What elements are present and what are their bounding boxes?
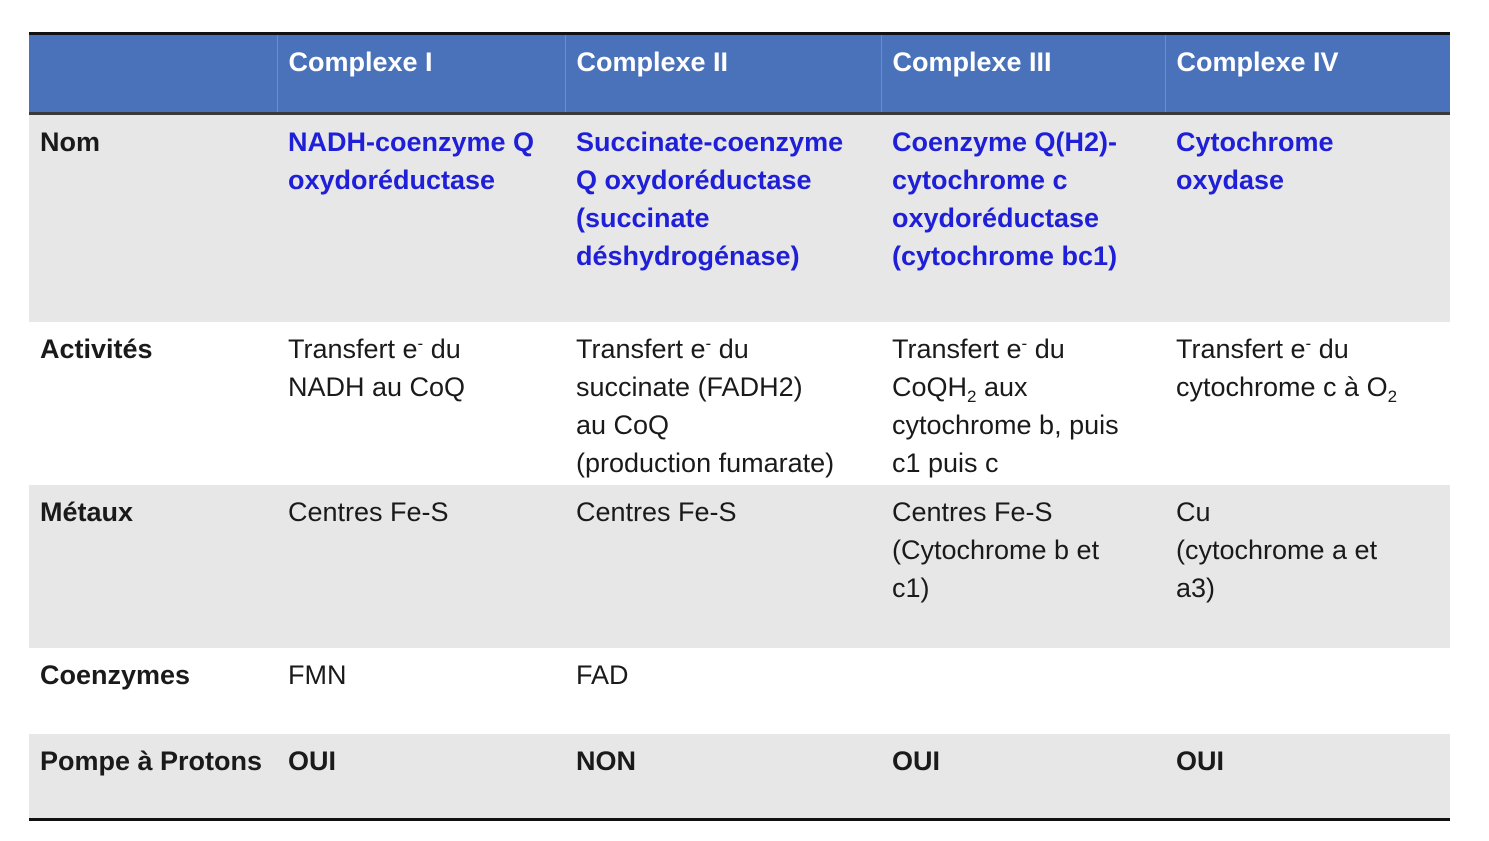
activites-c3-line: c1 puis c: [892, 447, 999, 478]
nom-c2-line: Succinate-coenzyme: [576, 127, 844, 157]
row-label-coenzymes: Coenzymes: [29, 648, 277, 734]
nom-c2-line: Q oxydoréductase: [576, 165, 812, 195]
activites-c3-line: [892, 368, 1155, 406]
metaux-complexe-1: [277, 485, 565, 648]
electron-superscript: -: [417, 333, 424, 353]
metaux-complexe-2: [565, 485, 881, 648]
table-row-activites: [29, 322, 1450, 485]
header-complexe-4: Complexe IV: [1165, 34, 1450, 114]
nom-complexe-4: [1165, 114, 1450, 322]
metaux-c2-line: Centres Fe-S: [576, 496, 737, 527]
metaux-c3-line: Centres Fe-S: [892, 496, 1053, 527]
metaux-c4-line: Cu: [1176, 496, 1211, 527]
activites-complexe-1: [277, 322, 565, 485]
activites-c3-line: cytochrome b, puis: [892, 409, 1119, 440]
activites-c1-line: NADH au CoQ: [288, 371, 466, 402]
metaux-c3-line: c1): [892, 572, 930, 603]
nom-c3-line: oxydoréductase: [892, 203, 1100, 233]
nom-c2-line: déshydrogénase): [576, 241, 800, 271]
table-row-coenzymes: [29, 648, 1450, 734]
pompe-complexe-2: NON: [565, 734, 881, 820]
table-row-nom: [29, 114, 1450, 322]
nom-complexe-1: [277, 114, 565, 322]
text-part: Transfert e: [892, 333, 1022, 364]
coenzymes-complexe-4: [1165, 648, 1450, 734]
table-row-metaux: [29, 485, 1450, 648]
text-part: du: [1027, 333, 1065, 364]
nom-c3-line: (cytochrome bc1): [892, 241, 1118, 271]
pompe-complexe-3: OUI: [881, 734, 1165, 820]
activites-c2-line: [576, 330, 871, 368]
nom-complexe-2: [565, 114, 881, 322]
row-label-pompe: Pompe à Protons: [29, 734, 277, 820]
header-complexe-2: Complexe II: [565, 34, 881, 114]
header-blank-cell: [29, 34, 277, 114]
nom-c3-line: cytochrome c: [892, 165, 1068, 195]
row-label-metaux: Métaux: [29, 485, 277, 648]
row-label-nom: Nom: [29, 114, 277, 322]
nom-complexe-3: [881, 114, 1165, 322]
electron-superscript: -: [1021, 333, 1028, 353]
complexes-table-container: [29, 32, 1450, 821]
header-complexe-1: Complexe I: [277, 34, 565, 114]
activites-c2-line: au CoQ: [576, 409, 670, 440]
subscript: 2: [967, 386, 977, 406]
electron-superscript: -: [705, 333, 712, 353]
activites-complexe-2: [565, 322, 881, 485]
row-label-activites: Activités: [29, 322, 277, 485]
text-part: cytochrome c à O: [1176, 371, 1388, 402]
coenzymes-complexe-1: FMN: [277, 648, 565, 734]
respiratory-complexes-table: [29, 32, 1450, 821]
metaux-complexe-3: [881, 485, 1165, 648]
metaux-c1-line: Centres Fe-S: [288, 496, 449, 527]
nom-c1-line: oxydoréductase: [288, 165, 496, 195]
activites-c2-line: succinate (FADH2): [576, 371, 803, 402]
subscript: 2: [1387, 386, 1398, 406]
nom-c3-line: Coenzyme Q(H2)-: [892, 127, 1118, 157]
coenzymes-complexe-3: [881, 648, 1165, 734]
coenzymes-complexe-2: FAD: [565, 648, 881, 734]
metaux-complexe-4: [1165, 485, 1450, 648]
text-part: du: [423, 333, 461, 364]
electron-superscript: -: [1305, 333, 1312, 353]
text-part: Transfert e: [576, 333, 706, 364]
activites-complexe-4: [1165, 322, 1450, 485]
table-header-row: [29, 34, 1450, 114]
pompe-complexe-4: OUI: [1165, 734, 1450, 820]
nom-c2-line: (succinate: [576, 203, 710, 233]
activites-c4-line: [1176, 330, 1440, 368]
metaux-c4-line: (cytochrome a et: [1176, 534, 1378, 565]
text-part: du: [1311, 333, 1349, 364]
text-part: Transfert e: [1176, 333, 1306, 364]
text-part: du: [711, 333, 749, 364]
nom-c4-line: oxydase: [1176, 165, 1285, 195]
metaux-c4-line: a3): [1176, 572, 1216, 603]
metaux-c3-line: (Cytochrome b et: [892, 534, 1100, 565]
activites-c2-line: (production fumarate): [576, 447, 835, 478]
pompe-complexe-1: OUI: [277, 734, 565, 820]
activites-complexe-3: [881, 322, 1165, 485]
activites-c1-line: [288, 330, 555, 368]
text-part: CoQH: [892, 371, 968, 402]
nom-c1-line: NADH-coenzyme Q: [288, 127, 535, 157]
activites-c4-line: [1176, 368, 1440, 406]
header-complexe-3: Complexe III: [881, 34, 1165, 114]
nom-c4-line: Cytochrome: [1176, 127, 1334, 157]
text-part: aux: [976, 371, 1028, 402]
table-row-pompe: [29, 734, 1450, 820]
activites-c3-line: [892, 330, 1155, 368]
text-part: Transfert e: [288, 333, 418, 364]
